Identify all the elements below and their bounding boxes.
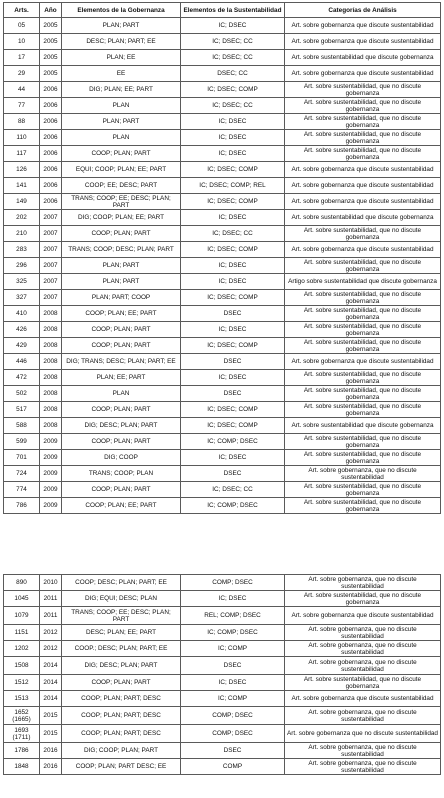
year-cell: 2006 <box>40 82 62 98</box>
analysis-category-cell: Art. sobre sustentabilidad, que no discute gobernanza <box>285 130 441 146</box>
article-number-cell: 774 <box>4 482 40 498</box>
governance-elements-cell: COOP; PLAN; EE; PART <box>62 306 181 322</box>
table-row <box>4 466 441 482</box>
analysis-category-cell: Art. sobre gobernanza, que no discute sustentabilidad <box>285 759 441 775</box>
year-cell: 2008 <box>40 338 62 354</box>
sustainability-elements-cell: IC; DSEC; COMP <box>181 402 285 418</box>
governance-elements-cell: DIG; COOP; PLAN; PART <box>62 743 181 759</box>
header-analysis-categories: Categorías de Análisis <box>285 3 441 18</box>
article-number-cell: 77 <box>4 98 40 114</box>
sustainability-elements-cell: IC; DSEC <box>181 274 285 290</box>
analysis-category-cell: Art. sobre sustentabilidad, que no discute gobernanza <box>285 226 441 242</box>
year-cell: 2010 <box>40 575 62 591</box>
table-row <box>4 194 441 210</box>
year-cell: 2005 <box>40 50 62 66</box>
sustainability-elements-cell: IC; DSEC; COMP <box>181 194 285 210</box>
analysis-category-cell: Art. sobre gobernanza, que no discute sustentabilidad <box>285 657 441 675</box>
sustainability-elements-cell: IC; DSEC; COMP <box>181 242 285 258</box>
table-row <box>4 575 441 591</box>
analysis-category-cell: Art. sobre sustentabilidad, que no discute gobernanza <box>285 98 441 114</box>
table-row <box>4 591 441 607</box>
article-number-cell: 117 <box>4 146 40 162</box>
analysis-category-cell: Art. sobre gobernanza que no discute sustentabilidad <box>285 725 441 743</box>
sustainability-elements-cell: DSEC <box>181 657 285 675</box>
analysis-category-cell: Art. sobre sustentabilidad, que no discute gobernanza <box>285 386 441 402</box>
article-number-cell: 141 <box>4 178 40 194</box>
article-number-cell: 701 <box>4 450 40 466</box>
year-cell: 2009 <box>40 434 62 450</box>
year-cell: 2014 <box>40 657 62 675</box>
sustainability-elements-cell: IC; DSEC; COMP <box>181 338 285 354</box>
analysis-category-cell: Art. sobre gobernanza, que no discute sustentabilidad <box>285 575 441 591</box>
governance-elements-cell: PLAN <box>62 386 181 402</box>
governance-elements-cell: COOP; PLAN; PART; DESC <box>62 691 181 707</box>
table-header-row <box>4 3 441 18</box>
header-sustainability-elements: Elementos de la Sustentabilidad <box>181 3 285 18</box>
analysis-category-cell: Art. sobre gobernanza que discute sustentabilidad <box>285 691 441 707</box>
sustainability-elements-cell: COMP; DSEC <box>181 575 285 591</box>
year-cell: 2005 <box>40 18 62 34</box>
year-cell: 2009 <box>40 450 62 466</box>
year-cell: 2015 <box>40 725 62 743</box>
year-cell: 2008 <box>40 418 62 434</box>
year-cell: 2011 <box>40 607 62 625</box>
sustainability-elements-cell: DSEC <box>181 743 285 759</box>
governance-elements-cell: COOP; PLAN; PART <box>62 434 181 450</box>
articles-table-part-1 <box>3 2 441 514</box>
analysis-category-cell: Art. sobre gobernanza que discute sustentabilidad <box>285 242 441 258</box>
year-cell: 2008 <box>40 306 62 322</box>
table-row <box>4 354 441 370</box>
analysis-category-cell: Art. sobre gobernanza que discute sustentabilidad <box>285 194 441 210</box>
analysis-category-cell: Art. sobre gobernanza que discute sustentabilidad <box>285 178 441 194</box>
analysis-category-cell: Art. sobre sustentabilidad que discute gobernanza <box>285 50 441 66</box>
sustainability-elements-cell: DSEC <box>181 466 285 482</box>
governance-elements-cell: DIG; TRANS; DESC; PLAN; PART; EE <box>62 354 181 370</box>
table-body-part-2 <box>4 575 441 775</box>
sustainability-elements-cell: IC; DSEC; COMP <box>181 418 285 434</box>
analysis-category-cell: Art. sobre gobernanza, que no discute sustentabilidad <box>285 707 441 725</box>
governance-elements-cell: DIG; EQUI; DESC; PLAN <box>62 591 181 607</box>
analysis-category-cell: Art. sobre sustentabilidad, que no discute gobernanza <box>285 338 441 354</box>
sustainability-elements-cell: IC; DSEC <box>181 675 285 691</box>
article-number-cell: 1512 <box>4 675 40 691</box>
governance-elements-cell: TRANS; COOP; PLAN <box>62 466 181 482</box>
table-row <box>4 675 441 691</box>
sustainability-elements-cell: IC; DSEC; CC <box>181 482 285 498</box>
article-number-cell: 1848 <box>4 759 40 775</box>
article-number-cell: 296 <box>4 258 40 274</box>
year-cell: 2006 <box>40 130 62 146</box>
year-cell: 2012 <box>40 625 62 641</box>
article-number-cell: 517 <box>4 402 40 418</box>
article-number-cell: 05 <box>4 18 40 34</box>
table-row <box>4 759 441 775</box>
table-row <box>4 210 441 226</box>
analysis-category-cell: Art. sobre sustentabilidad, que no discute gobernanza <box>285 402 441 418</box>
article-number-cell: 1786 <box>4 743 40 759</box>
analysis-category-cell: Art. sobre gobernanza que discute sustentabilidad <box>285 18 441 34</box>
article-number-cell: 149 <box>4 194 40 210</box>
analysis-category-cell: Art. sobre sustentabilidad, que no discute gobernanza <box>285 498 441 514</box>
analysis-category-cell: Art. sobre sustentabilidad, que no discute gobernanza <box>285 591 441 607</box>
year-cell: 2012 <box>40 641 62 657</box>
sustainability-elements-cell: IC; COMP <box>181 691 285 707</box>
article-number-cell: 202 <box>4 210 40 226</box>
sustainability-elements-cell: IC; DSEC; CC <box>181 50 285 66</box>
year-cell: 2008 <box>40 370 62 386</box>
analysis-category-cell: Art. sobre gobernanza que discute sustentabilidad <box>285 354 441 370</box>
governance-elements-cell: PLAN <box>62 98 181 114</box>
governance-elements-cell: DIG; COOP <box>62 450 181 466</box>
article-number-cell: 599 <box>4 434 40 450</box>
sustainability-elements-cell: IC; DSEC <box>181 370 285 386</box>
year-cell: 2008 <box>40 386 62 402</box>
year-cell: 2009 <box>40 482 62 498</box>
table-row <box>4 370 441 386</box>
governance-elements-cell: COOP; PLAN; PART <box>62 338 181 354</box>
sustainability-elements-cell: DSEC <box>181 386 285 402</box>
table-row <box>4 725 441 743</box>
governance-elements-cell: PLAN; PART <box>62 274 181 290</box>
governance-elements-cell: COOP; PLAN; PART <box>62 322 181 338</box>
governance-elements-cell: PLAN; PART <box>62 18 181 34</box>
year-cell: 2006 <box>40 194 62 210</box>
year-cell: 2016 <box>40 759 62 775</box>
year-cell: 2009 <box>40 498 62 514</box>
sustainability-elements-cell: IC; DSEC; COMP; REL <box>181 178 285 194</box>
governance-elements-cell: COOP; EE; DESC; PART <box>62 178 181 194</box>
table-row <box>4 657 441 675</box>
article-number-cell: 472 <box>4 370 40 386</box>
year-cell: 2006 <box>40 146 62 162</box>
year-cell: 2007 <box>40 290 62 306</box>
governance-elements-cell: PLAN; EE; PART <box>62 370 181 386</box>
analysis-category-cell: Art. sobre gobernanza, que no discute sustentabilidad <box>285 641 441 657</box>
article-number-cell: 1508 <box>4 657 40 675</box>
analysis-category-cell: Art. sobre sustentabilidad, que no discute gobernanza <box>285 258 441 274</box>
governance-elements-cell: COOP.; DESC; PLAN; PART; EE <box>62 641 181 657</box>
sustainability-elements-cell: IC; COMP; DSEC <box>181 434 285 450</box>
sustainability-elements-cell: IC; DSEC; CC <box>181 226 285 242</box>
analysis-category-cell: Art. sobre sustentabilidad, que no discute gobernanza <box>285 114 441 130</box>
sustainability-elements-cell: DSEC <box>181 306 285 322</box>
year-cell: 2005 <box>40 66 62 82</box>
article-number-cell: 1151 <box>4 625 40 641</box>
analysis-category-cell: Art. sobre sustentabilidad, que no discute gobernanza <box>285 450 441 466</box>
year-cell: 2005 <box>40 34 62 50</box>
table-row <box>4 146 441 162</box>
sustainability-elements-cell: IC; DSEC; COMP <box>181 82 285 98</box>
table-row <box>4 450 441 466</box>
year-cell: 2016 <box>40 743 62 759</box>
analysis-category-cell: Art. sobre sustentabilidad, que no discute gobernanza <box>285 434 441 450</box>
year-cell: 2007 <box>40 274 62 290</box>
table-row <box>4 162 441 178</box>
analysis-category-cell: Art. sobre gobernanza que discute sustentabilidad <box>285 607 441 625</box>
governance-elements-cell: COOP; PLAN; PART DESC; EE <box>62 759 181 775</box>
sustainability-elements-cell: IC; DSEC <box>181 114 285 130</box>
governance-elements-cell: PLAN; PART <box>62 114 181 130</box>
sustainability-elements-cell: DSEC <box>181 354 285 370</box>
table-row <box>4 98 441 114</box>
article-number-cell: 88 <box>4 114 40 130</box>
governance-elements-cell: COOP; PLAN; PART; DESC <box>62 707 181 725</box>
article-number-cell: 588 <box>4 418 40 434</box>
year-cell: 2011 <box>40 591 62 607</box>
year-cell: 2014 <box>40 675 62 691</box>
article-number-cell: 44 <box>4 82 40 98</box>
analysis-category-cell: Art. sobre sustentabilidad, que no discute gobernanza <box>285 290 441 306</box>
table-row <box>4 290 441 306</box>
article-number-cell: 410 <box>4 306 40 322</box>
table-row <box>4 114 441 130</box>
governance-elements-cell: COOP; PLAN; PART <box>62 226 181 242</box>
year-cell: 2009 <box>40 466 62 482</box>
year-cell: 2006 <box>40 114 62 130</box>
sustainability-elements-cell: IC; DSEC <box>181 591 285 607</box>
table-row <box>4 498 441 514</box>
article-number-cell: 1079 <box>4 607 40 625</box>
sustainability-elements-cell: IC; DSEC; CC <box>181 34 285 50</box>
article-number-cell: 1652 (1665) <box>4 707 40 725</box>
year-cell: 2008 <box>40 354 62 370</box>
year-cell: 2006 <box>40 162 62 178</box>
article-number-cell: 890 <box>4 575 40 591</box>
year-cell: 2007 <box>40 258 62 274</box>
table-body-part-1 <box>4 18 441 514</box>
governance-elements-cell: DESC; PLAN; EE; PART <box>62 625 181 641</box>
analysis-category-cell: Art. sobre gobernanza, que no discute sustentabilidad <box>285 743 441 759</box>
analysis-category-cell: Art. sobre gobernanza que discute sustentabilidad <box>285 66 441 82</box>
table-row <box>4 178 441 194</box>
article-number-cell: 325 <box>4 274 40 290</box>
governance-elements-cell: COOP; PLAN; PART <box>62 402 181 418</box>
analysis-category-cell: Art. sobre gobernanza que discute sustentabilidad <box>285 34 441 50</box>
table-row <box>4 34 441 50</box>
article-number-cell: 10 <box>4 34 40 50</box>
sustainability-elements-cell: IC; COMP; DSEC <box>181 498 285 514</box>
table-row <box>4 50 441 66</box>
header-year: Año <box>40 3 62 18</box>
table-row <box>4 743 441 759</box>
article-number-cell: 210 <box>4 226 40 242</box>
sustainability-elements-cell: IC; DSEC <box>181 322 285 338</box>
analysis-category-cell: Art. sobre sustentabilidad que discute gobernanza <box>285 210 441 226</box>
table-row <box>4 418 441 434</box>
article-number-cell: 429 <box>4 338 40 354</box>
governance-elements-cell: COOP; PLAN; PART <box>62 482 181 498</box>
table-row <box>4 226 441 242</box>
article-number-cell: 110 <box>4 130 40 146</box>
year-cell: 2007 <box>40 226 62 242</box>
table-row <box>4 482 441 498</box>
table-row <box>4 338 441 354</box>
governance-elements-cell: PLAN; PART; COOP <box>62 290 181 306</box>
article-number-cell: 29 <box>4 66 40 82</box>
governance-elements-cell: PLAN <box>62 130 181 146</box>
governance-elements-cell: COOP; DESC; PLAN; PART; EE <box>62 575 181 591</box>
governance-elements-cell: PLAN; PART <box>62 258 181 274</box>
sustainability-elements-cell: IC; DSEC <box>181 450 285 466</box>
table-row <box>4 242 441 258</box>
analysis-category-cell: Art. sobre sustentabilidad, que no discute gobernanza <box>285 322 441 338</box>
governance-elements-cell: DIG; DESC; PLAN; PART <box>62 657 181 675</box>
sustainability-elements-cell: IC; DSEC <box>181 210 285 226</box>
table-row <box>4 274 441 290</box>
table-row <box>4 434 441 450</box>
article-number-cell: 283 <box>4 242 40 258</box>
analysis-category-cell: Art. sobre sustentabilidad, que no discute gobernanza <box>285 675 441 691</box>
table-row <box>4 258 441 274</box>
article-number-cell: 1045 <box>4 591 40 607</box>
year-cell: 2006 <box>40 178 62 194</box>
analysis-category-cell: Art. sobre gobernanza que discute sustentabilidad <box>285 162 441 178</box>
governance-elements-cell: COOP; PLAN; PART; DESC <box>62 725 181 743</box>
analysis-category-cell: Art. sobre sustentabilidad, que no discute gobernanza <box>285 482 441 498</box>
table-row <box>4 322 441 338</box>
governance-elements-cell: DIG; DESC; PLAN; PART <box>62 418 181 434</box>
article-number-cell: 126 <box>4 162 40 178</box>
analysis-category-cell: Art. sobre sustentabilidad, que no discute gobernanza <box>285 146 441 162</box>
sustainability-elements-cell: COMP; DSEC <box>181 707 285 725</box>
article-number-cell: 327 <box>4 290 40 306</box>
table-row <box>4 66 441 82</box>
table-row <box>4 707 441 725</box>
sustainability-elements-cell: IC; DSEC <box>181 130 285 146</box>
sustainability-elements-cell: IC; DSEC <box>181 18 285 34</box>
governance-elements-cell: COOP; PLAN; PART <box>62 146 181 162</box>
sustainability-elements-cell: DSEC; CC <box>181 66 285 82</box>
article-number-cell: 786 <box>4 498 40 514</box>
governance-elements-cell: COOP; PLAN; PART <box>62 675 181 691</box>
sustainability-elements-cell: IC; COMP; DSEC <box>181 625 285 641</box>
analysis-category-cell: Art. sobre sustentabilidad, que no discute gobernanza <box>285 82 441 98</box>
table-row <box>4 402 441 418</box>
table-row <box>4 607 441 625</box>
sustainability-elements-cell: IC; DSEC; COMP <box>181 162 285 178</box>
article-number-cell: 1693 (1711) <box>4 725 40 743</box>
governance-elements-cell: EQUI; COOP; PLAN; EE; PART <box>62 162 181 178</box>
year-cell: 2007 <box>40 242 62 258</box>
article-number-cell: 17 <box>4 50 40 66</box>
article-number-cell: 426 <box>4 322 40 338</box>
governance-elements-cell: TRANS; COOP; DESC; PLAN; PART <box>62 242 181 258</box>
table-row <box>4 386 441 402</box>
sustainability-elements-cell: COMP; DSEC <box>181 725 285 743</box>
analysis-category-cell: Art. sobre sustentabilidad que discute gobernanza <box>285 418 441 434</box>
governance-elements-cell: TRANS; COOP; EE; DESC; PLAN; PART <box>62 194 181 210</box>
year-cell: 2006 <box>40 98 62 114</box>
governance-elements-cell: EE <box>62 66 181 82</box>
table-row <box>4 691 441 707</box>
analysis-category-cell: Art. sobre gobernanza, que no discute sustentabilidad <box>285 466 441 482</box>
analysis-category-cell: Artigo sobre sustentabilidad que discute gobernanza <box>285 274 441 290</box>
governance-elements-cell: PLAN; EE <box>62 50 181 66</box>
sustainability-elements-cell: IC; COMP <box>181 641 285 657</box>
governance-elements-cell: DESC; PLAN; PART; EE <box>62 34 181 50</box>
year-cell: 2008 <box>40 402 62 418</box>
governance-elements-cell: DIG; COOP; PLAN; EE; PART <box>62 210 181 226</box>
governance-elements-cell: TRANS; COOP; EE; DESC; PLAN; PART <box>62 607 181 625</box>
articles-table-part-2 <box>3 574 441 775</box>
article-number-cell: 1513 <box>4 691 40 707</box>
table-row <box>4 82 441 98</box>
article-number-cell: 1202 <box>4 641 40 657</box>
article-number-cell: 724 <box>4 466 40 482</box>
year-cell: 2008 <box>40 322 62 338</box>
table-row <box>4 130 441 146</box>
table-row <box>4 625 441 641</box>
sustainability-elements-cell: COMP <box>181 759 285 775</box>
header-articles: Arts. <box>4 3 40 18</box>
year-cell: 2007 <box>40 210 62 226</box>
analysis-category-cell: Art. sobre sustentabilidad, que no discute gobernanza <box>285 370 441 386</box>
analysis-category-cell: Art. sobre gobernanza, que no discute sustentabilidad <box>285 625 441 641</box>
article-number-cell: 446 <box>4 354 40 370</box>
table-row <box>4 18 441 34</box>
sustainability-elements-cell: IC; DSEC; CC <box>181 98 285 114</box>
governance-elements-cell: DIG; PLAN; EE; PART <box>62 82 181 98</box>
governance-elements-cell: COOP; PLAN; EE; PART <box>62 498 181 514</box>
year-cell: 2014 <box>40 691 62 707</box>
header-governance-elements: Elementos de la Gobernanza <box>62 3 181 18</box>
year-cell: 2015 <box>40 707 62 725</box>
sustainability-elements-cell: IC; DSEC <box>181 258 285 274</box>
sustainability-elements-cell: REL; COMP; DSEC <box>181 607 285 625</box>
table-row <box>4 641 441 657</box>
sustainability-elements-cell: IC; DSEC; COMP <box>181 290 285 306</box>
article-number-cell: 502 <box>4 386 40 402</box>
sustainability-elements-cell: IC; DSEC <box>181 146 285 162</box>
table-row <box>4 306 441 322</box>
analysis-category-cell: Art. sobre sustentabilidad, que no discute gobernanza <box>285 306 441 322</box>
